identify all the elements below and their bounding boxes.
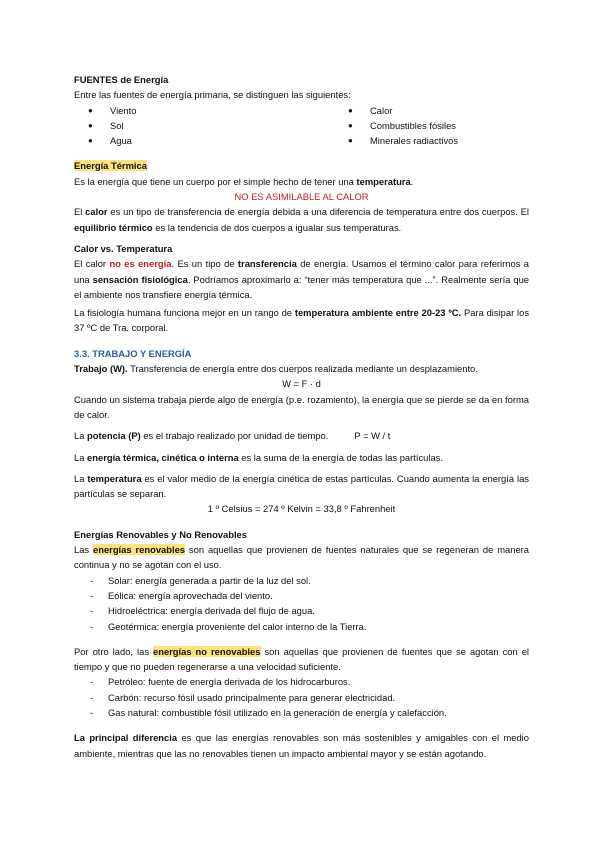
list-item: - Hidroeléctrica: energía derivada del flujo de agua.: [74, 603, 529, 618]
termica-warning: NO ES ASIMILABLE AL CALOR: [234, 191, 369, 203]
formula-work: W = F · d: [282, 378, 321, 390]
list-item: ● Agua: [74, 133, 334, 148]
renovables-heading: Energías Renovables y No Renovables: [74, 528, 247, 540]
list-item: ● Minerales radiactivos: [334, 133, 524, 148]
conversion-formula: 1 º Celsius = 274 º Kelvin = 33,8 º Fahrenheit: [207, 503, 396, 515]
list-item: - Carbón: recurso fósil usado principalmente para generar electricidad.: [74, 690, 529, 705]
list-item: ● Viento: [74, 103, 334, 118]
fisiologia-paragraph: La fisiología humana funciona mejor en un rango de temperatura ambiente entre 20-23 ºC. Para disipar los 37 ºC de Tra. corporal.: [74, 307, 530, 334]
formula-power: P = W / t: [354, 430, 391, 442]
termica-definition: Es la energía que tiene un cuerpo por el simple hecho de tener una temperatura.: [74, 175, 414, 187]
list-item: - Gas natural: combustible fósil utilizado en la generación de energía y calefacción.: [74, 705, 529, 720]
calor-vs-heading: Calor vs. Temperatura: [74, 242, 173, 254]
calor-paragraph: El calor es un tipo de transferencia de energía debida a una diferencia de temperatura entre dos cuerpos. El equilibrio térmico es la tendencia de dos cuerpos a igualar sus temperaturas.: [74, 206, 529, 233]
fuentes-list: [74, 103, 529, 149]
renovables-paragraph: Las energías renovables son aquellas que provienen de fuentes naturales que se regeneran de manera continua y no se agotan con el uso.: [74, 544, 530, 571]
no-renovables-paragraph: Por otro lado, las energías no renovables son aquellas que provienen de fuentes que se agotan con el tiempo y que no pueden regenerarse a una velocidad suficiente.: [74, 645, 529, 673]
document-page: [74, 72, 529, 761]
section-heading: 3.3. TRABAJO Y ENERGÍA: [74, 347, 192, 359]
trabajo-definition: Trabajo (W). Transferencia de energía entre dos cuerpos realizada mediante un desplazamiento.: [74, 363, 478, 375]
interna-paragraph: La energía térmica, cinética o interna es la suma de la energía de todas las partículas.: [74, 451, 443, 463]
potencia-paragraph: La potencia (P) es el trabajo realizado por unidad de tiempo. P = W / t: [74, 430, 391, 442]
list-item: ● Combustibles fósiles: [334, 118, 524, 133]
list-item: - Petróleo: fuente de energía derivada de los hidrocarburos.: [74, 674, 529, 689]
list-item: ● Sol: [74, 118, 334, 133]
list-item: - Geotérmica: energía proveniente del calor interno de la Tierra.: [74, 619, 529, 634]
fuentes-intro: Entre las fuentes de energía primaria, se distinguen las siguientes:: [74, 89, 351, 101]
renovables-list: [74, 573, 529, 634]
termica-heading: Energía Térmica: [74, 160, 147, 172]
list-item: - Solar: energía generada a partir de la luz del sol.: [74, 573, 529, 588]
calor-vs-paragraph: El calor no es energía. Es un tipo de transferencia de energía. Usamos el término calor para referirnos a una sensación fisiológica. Podríamos aproximarlo a: “tener más temperatura que ...”. Realmente sería que el ambiente nos transfiere energía térmica.: [74, 258, 530, 300]
diferencia-paragraph: La principal diferencia es que las energías renovables son más sostenibles y amigables con el medio ambiente, mientras que las no renovables tienen un impacto ambiental mayor y se están agotando.: [74, 732, 529, 759]
sistema-paragraph: Cuando un sistema trabaja pierde algo de energía (p.e. rozamiento), la energía que se pierde se da en forma de calor.: [74, 393, 529, 420]
temperatura-paragraph: La temperatura es el valor medio de la energía cinética de estas partículas. Cuando aumenta la energía las partículas se separan.: [74, 472, 529, 500]
fuentes-heading: FUENTES de Energía: [74, 74, 169, 85]
list-item: - Eólica: energía aprovechada del viento.: [74, 588, 529, 603]
no-renovables-list: [74, 674, 529, 720]
list-item: ● Calor: [334, 103, 524, 118]
